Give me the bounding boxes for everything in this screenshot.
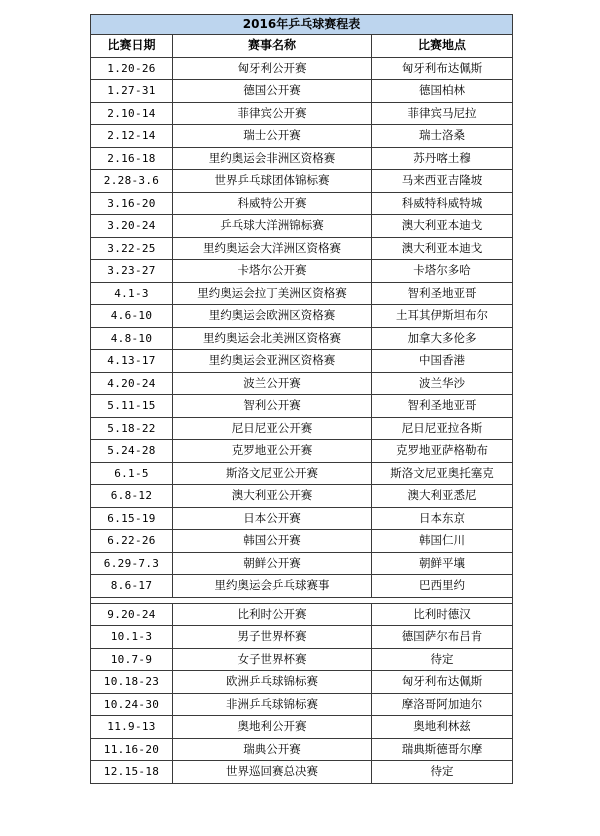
cell-venue: 尼日尼亚拉各斯: [372, 417, 513, 440]
cell-event: 世界乒乓球团体锦标赛: [173, 170, 372, 193]
table-row: [91, 80, 513, 103]
table-row: [91, 693, 513, 716]
cell-event: 乒乓球大洋洲锦标赛: [173, 215, 372, 238]
cell-venue: 匈牙利布达佩斯: [372, 671, 513, 694]
cell-venue: 苏丹喀土穆: [372, 147, 513, 170]
cell-event: 瑞士公开赛: [173, 125, 372, 148]
cell-date: 4.6-10: [91, 305, 173, 328]
cell-venue: 瑞士洛桑: [372, 125, 513, 148]
cell-venue: 波兰华沙: [372, 372, 513, 395]
cell-event: 卡塔尔公开赛: [173, 260, 372, 283]
cell-date: 6.22-26: [91, 530, 173, 553]
cell-event: 德国公开赛: [173, 80, 372, 103]
cell-event: 女子世界杯赛: [173, 648, 372, 671]
cell-event: 欧洲乒乓球锦标赛: [173, 671, 372, 694]
table-row: [91, 738, 513, 761]
cell-venue: 智利圣地亚哥: [372, 282, 513, 305]
cell-date: 4.8-10: [91, 327, 173, 350]
cell-event: 科威特公开赛: [173, 192, 372, 215]
cell-date: 4.1-3: [91, 282, 173, 305]
table-row: [91, 395, 513, 418]
cell-date: 6.1-5: [91, 462, 173, 485]
cell-event: 里约奥运会乒乓球赛事: [173, 575, 372, 598]
cell-event: 男子世界杯赛: [173, 626, 372, 649]
cell-date: 5.24-28: [91, 440, 173, 463]
table-row: [91, 372, 513, 395]
cell-date: 3.16-20: [91, 192, 173, 215]
cell-venue: 澳大利亚悉尼: [372, 485, 513, 508]
cell-venue: 科威特科威特城: [372, 192, 513, 215]
cell-date: 9.20-24: [91, 603, 173, 626]
cell-date: 3.20-24: [91, 215, 173, 238]
cell-date: 11.9-13: [91, 716, 173, 739]
cell-date: 4.13-17: [91, 350, 173, 373]
table-title: 2016年乒乓球赛程表: [91, 15, 513, 35]
table-row: [91, 575, 513, 598]
cell-venue: 中国香港: [372, 350, 513, 373]
cell-date: 4.20-24: [91, 372, 173, 395]
cell-event: 里约奥运会亚洲区资格赛: [173, 350, 372, 373]
cell-event: 澳大利亚公开赛: [173, 485, 372, 508]
cell-event: 奥地利公开赛: [173, 716, 372, 739]
table-row: [91, 260, 513, 283]
cell-venue: 马来西亚吉隆坡: [372, 170, 513, 193]
table-row: [91, 102, 513, 125]
table-row: [91, 327, 513, 350]
cell-venue: 卡塔尔多哈: [372, 260, 513, 283]
cell-event: 克罗地亚公开赛: [173, 440, 372, 463]
cell-event: 匈牙利公开赛: [173, 57, 372, 80]
cell-date: 5.11-15: [91, 395, 173, 418]
cell-event: 韩国公开赛: [173, 530, 372, 553]
cell-venue: 菲律宾马尼拉: [372, 102, 513, 125]
cell-venue: 比利时德汉: [372, 603, 513, 626]
cell-date: 1.20-26: [91, 57, 173, 80]
cell-event: 日本公开赛: [173, 507, 372, 530]
table-row: [91, 237, 513, 260]
table-row: [91, 603, 513, 626]
table-row: [91, 507, 513, 530]
schedule-table: [90, 14, 513, 784]
cell-venue: 摩洛哥阿加迪尔: [372, 693, 513, 716]
table-row: [91, 57, 513, 80]
title-row: [91, 15, 513, 35]
table-row: [91, 761, 513, 784]
table-row: [91, 485, 513, 508]
header-row: [91, 35, 513, 58]
table-row: [91, 648, 513, 671]
cell-event: 里约奥运会非洲区资格赛: [173, 147, 372, 170]
cell-venue: 土耳其伊斯坦布尔: [372, 305, 513, 328]
cell-event: 世界巡回赛总决赛: [173, 761, 372, 784]
cell-date: 10.18-23: [91, 671, 173, 694]
table-row: [91, 440, 513, 463]
cell-event: 尼日尼亚公开赛: [173, 417, 372, 440]
table-row: [91, 350, 513, 373]
cell-date: 2.28-3.6: [91, 170, 173, 193]
cell-venue: 智利圣地亚哥: [372, 395, 513, 418]
cell-venue: 瑞典斯德哥尔摩: [372, 738, 513, 761]
cell-venue: 德国萨尔布吕肯: [372, 626, 513, 649]
cell-date: 10.24-30: [91, 693, 173, 716]
table-row: [91, 462, 513, 485]
cell-venue: 奥地利林兹: [372, 716, 513, 739]
cell-date: 3.23-27: [91, 260, 173, 283]
cell-date: 10.1-3: [91, 626, 173, 649]
table-row: [91, 671, 513, 694]
cell-venue: 巴西里约: [372, 575, 513, 598]
column-header-date: 比赛日期: [91, 35, 173, 58]
cell-venue: 日本东京: [372, 507, 513, 530]
cell-venue: 澳大利亚本迪戈: [372, 237, 513, 260]
cell-date: 6.15-19: [91, 507, 173, 530]
column-header-event: 赛事名称: [173, 35, 372, 58]
cell-date: 3.22-25: [91, 237, 173, 260]
table-row: [91, 530, 513, 553]
table-row: [91, 215, 513, 238]
cell-date: 5.18-22: [91, 417, 173, 440]
table-row: [91, 626, 513, 649]
cell-event: 瑞典公开赛: [173, 738, 372, 761]
cell-event: 里约奥运会拉丁美洲区资格赛: [173, 282, 372, 305]
table-row: [91, 147, 513, 170]
table-row: [91, 192, 513, 215]
cell-event: 智利公开赛: [173, 395, 372, 418]
cell-date: 2.10-14: [91, 102, 173, 125]
cell-venue: 待定: [372, 761, 513, 784]
cell-venue: 澳大利亚本迪戈: [372, 215, 513, 238]
cell-venue: 待定: [372, 648, 513, 671]
cell-date: 1.27-31: [91, 80, 173, 103]
cell-date: 6.8-12: [91, 485, 173, 508]
cell-venue: 朝鲜平壤: [372, 552, 513, 575]
cell-event: 朝鲜公开赛: [173, 552, 372, 575]
cell-event: 里约奥运会大洋洲区资格赛: [173, 237, 372, 260]
schedule-body: [91, 57, 513, 783]
cell-venue: 斯洛文尼亚奥托塞克: [372, 462, 513, 485]
cell-event: 里约奥运会欧洲区资格赛: [173, 305, 372, 328]
table-row: [91, 417, 513, 440]
cell-date: 8.6-17: [91, 575, 173, 598]
cell-date: 12.15-18: [91, 761, 173, 784]
cell-event: 波兰公开赛: [173, 372, 372, 395]
schedule-sheet: [90, 14, 512, 784]
cell-date: 2.12-14: [91, 125, 173, 148]
cell-event: 非洲乒乓球锦标赛: [173, 693, 372, 716]
table-row: [91, 305, 513, 328]
table-row: [91, 282, 513, 305]
cell-event: 菲律宾公开赛: [173, 102, 372, 125]
cell-date: 6.29-7.3: [91, 552, 173, 575]
table-row: [91, 552, 513, 575]
cell-event: 里约奥运会北美洲区资格赛: [173, 327, 372, 350]
table-row: [91, 170, 513, 193]
cell-venue: 加拿大多伦多: [372, 327, 513, 350]
cell-venue: 匈牙利布达佩斯: [372, 57, 513, 80]
cell-date: 10.7-9: [91, 648, 173, 671]
column-header-venue: 比赛地点: [372, 35, 513, 58]
cell-event: 比利时公开赛: [173, 603, 372, 626]
cell-date: 11.16-20: [91, 738, 173, 761]
table-row: [91, 716, 513, 739]
cell-venue: 韩国仁川: [372, 530, 513, 553]
cell-venue: 德国柏林: [372, 80, 513, 103]
table-row: [91, 125, 513, 148]
cell-date: 2.16-18: [91, 147, 173, 170]
cell-event: 斯洛文尼亚公开赛: [173, 462, 372, 485]
cell-venue: 克罗地亚萨格勒布: [372, 440, 513, 463]
